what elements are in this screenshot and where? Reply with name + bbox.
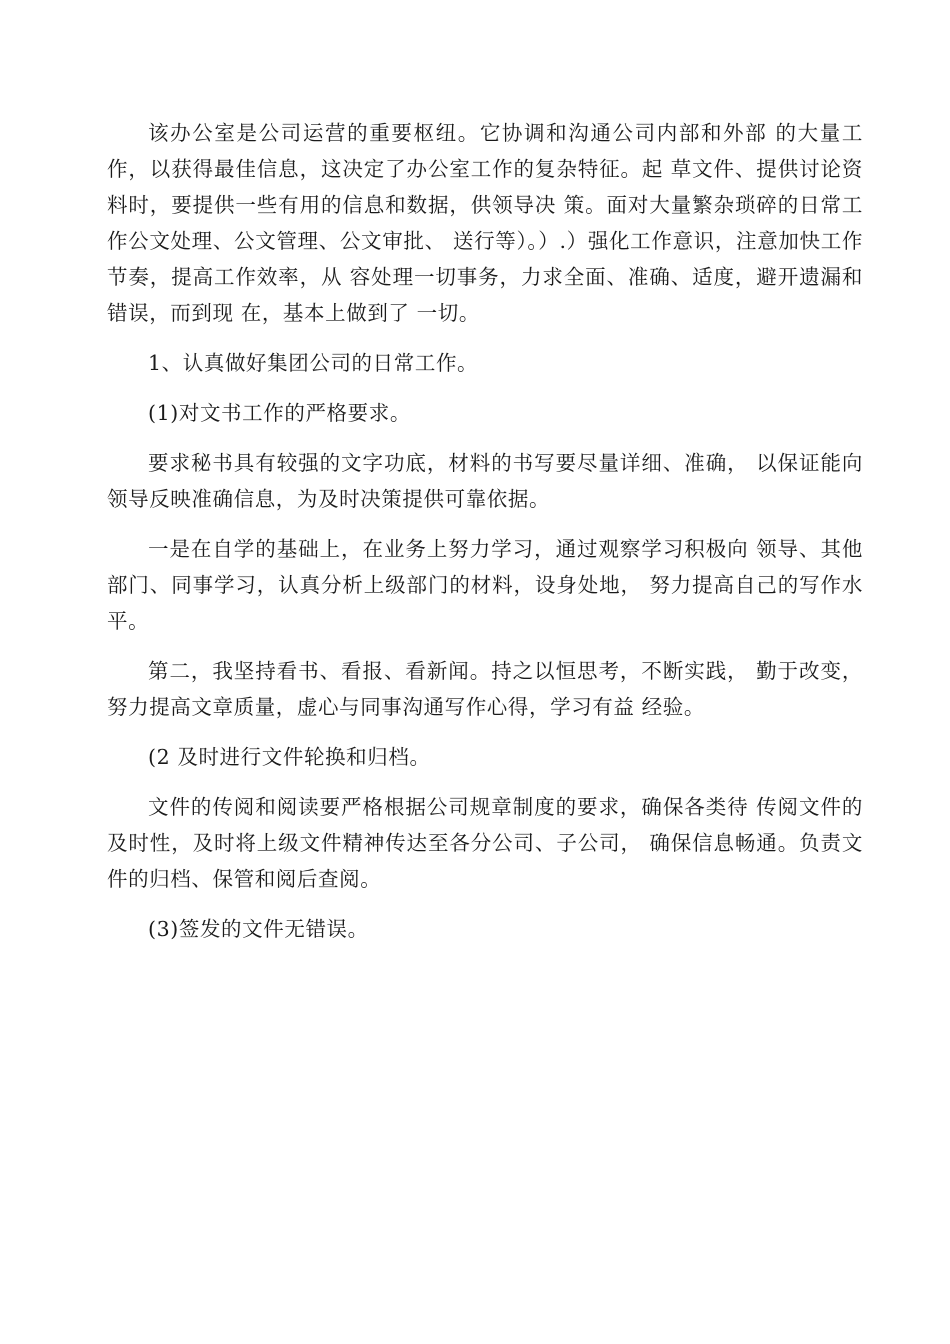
subheading-3: (3)签发的文件无错误。: [148, 917, 369, 941]
section-heading-1: 1、认真做好集团公司的日常工作。: [148, 351, 479, 375]
intro-paragraph: 该办公室是公司运营的重要枢纽。它协调和沟通公司内部和外部 的大量工作，以获得最佳信息，这决定了办公室工作的复杂特征。起 草文件、提供讨论资料时，要提供一些有用的信息和数据，供领导决 策。面对大量繁杂琐碎的日常工作公文处理、公文管理、公文审批、 送行等）。）.）强化工作意识，注意加快工作节奏，提高工作效率，从 容处理一切事务，力求全面、准确、适度，避开遗漏和错误，而到现 在，基本上做到了 一切。: [107, 121, 863, 325]
body-paragraph: 文件的传阅和阅读要严格根据公司规章制度的要求，确保各类待 传阅文件的及时性，及时将上级文件精神传达至各分公司、子公司， 确保信息畅通。负责文件的归档、保管和阅后查阅。: [107, 795, 863, 891]
subheading-2: (2 及时进行文件轮换和归档。: [148, 745, 431, 769]
body-paragraph: 要求秘书具有较强的文字功底，材料的书写要尽量详细、准确， 以保证能向领导反映准确信息，为及时决策提供可靠依据。: [107, 451, 863, 511]
body-paragraph: 第二，我坚持看书、看报、看新闻。持之以恒思考，不断实践， 勤于改变，努力提高文章质量，虚心与同事沟通写作心得，学习有益 经验。: [107, 659, 863, 719]
body-paragraph: 一是在自学的基础上，在业务上努力学习，通过观察学习积极向 领导、其他部门、同事学习，认真分析上级部门的材料，设身处地， 努力提高自己的写作水平。: [107, 537, 863, 633]
subheading-1: (1)对文书工作的严格要求。: [148, 401, 411, 425]
document-body: [107, 115, 863, 961]
